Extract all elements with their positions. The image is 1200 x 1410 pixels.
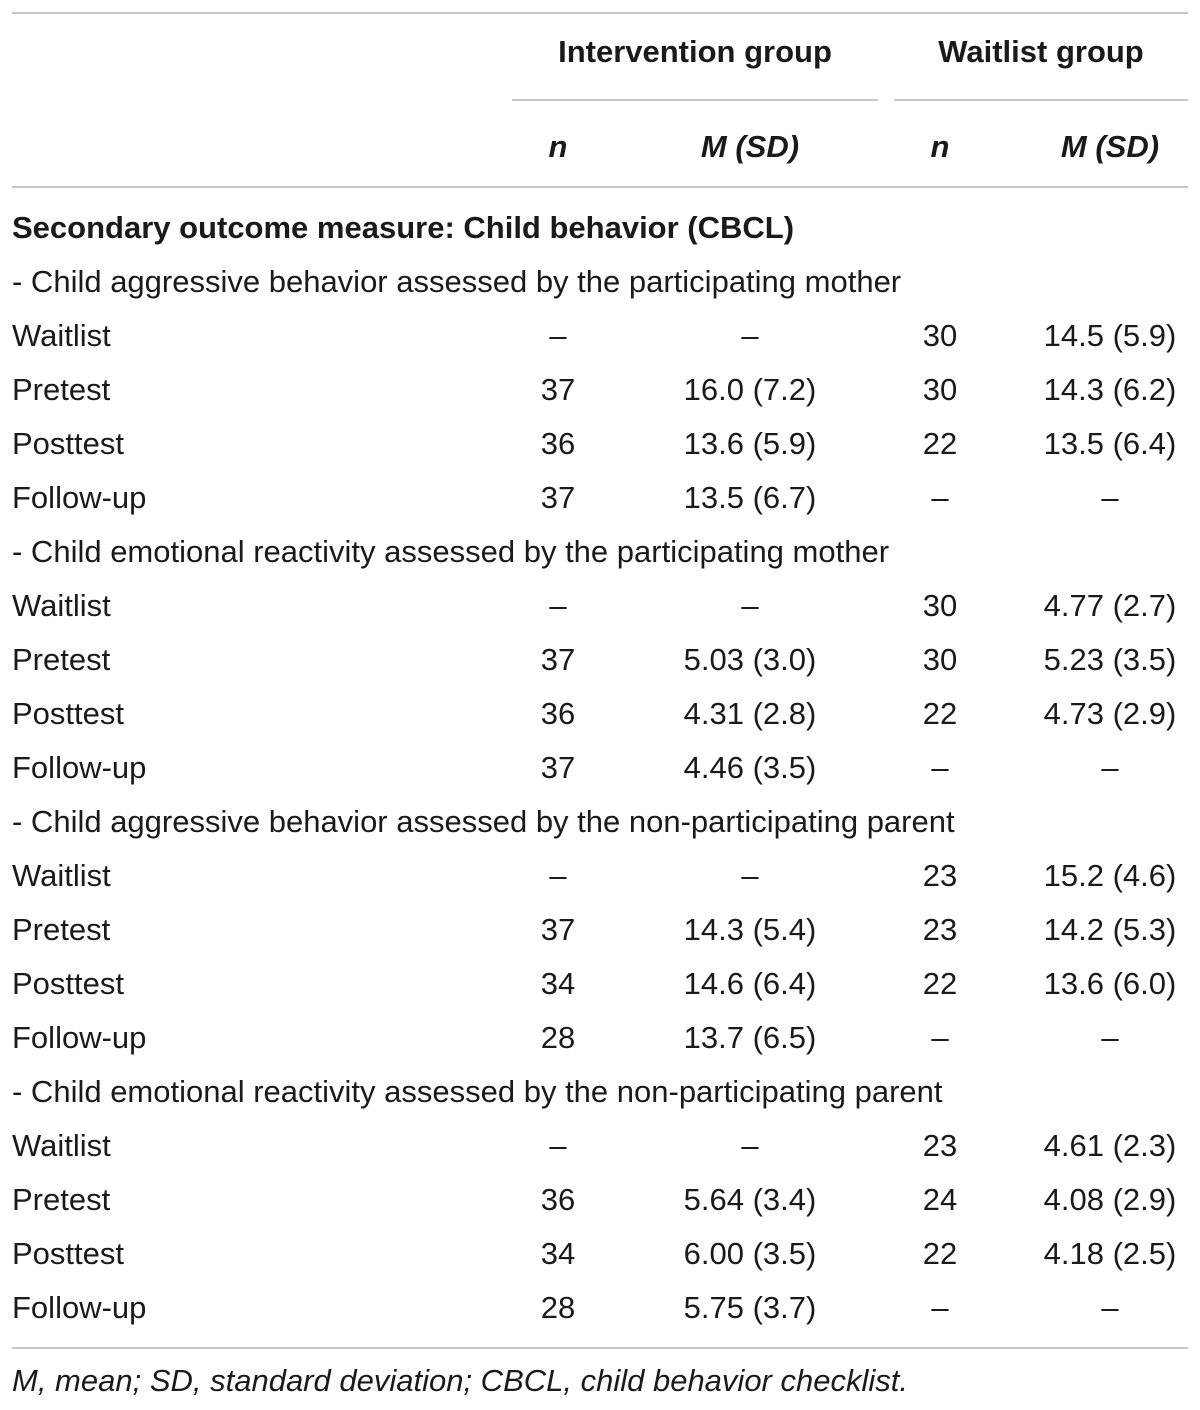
cell-waitlist-msd: 14.3 (6.2) xyxy=(1043,372,1177,407)
row-label: Waitlist xyxy=(12,318,111,353)
top-rule xyxy=(12,12,1188,14)
cell-waitlist-msd: 14.2 (5.3) xyxy=(1043,912,1177,947)
cell-intervention-msd: 4.31 (2.8) xyxy=(683,696,817,731)
cell-intervention-n: 34 xyxy=(540,1236,576,1271)
cell-intervention-msd: 4.46 (3.5) xyxy=(683,750,817,785)
cell-intervention-msd: 14.3 (5.4) xyxy=(683,912,817,947)
cell-waitlist-n: 30 xyxy=(922,588,958,623)
section-title: Secondary outcome measure: Child behavior (CBCL) xyxy=(12,210,795,245)
waitlist-group-underline xyxy=(894,99,1188,101)
waitlist-group-header: Waitlist group xyxy=(938,34,1144,69)
row-label: Follow-up xyxy=(12,1290,147,1325)
row-label: Pretest xyxy=(12,372,111,407)
cell-waitlist-n: 30 xyxy=(922,318,958,353)
cell-intervention-n: – xyxy=(549,858,567,893)
col-header-intervention-msd: M (SD) xyxy=(700,129,800,164)
cell-waitlist-n: 23 xyxy=(922,1128,958,1163)
row-label: Posttest xyxy=(12,966,124,1001)
row-label: Waitlist xyxy=(12,1128,111,1163)
cell-intervention-n: 36 xyxy=(540,426,576,461)
cell-waitlist-n: – xyxy=(931,1290,949,1325)
cell-intervention-msd: – xyxy=(741,858,759,893)
cell-intervention-msd: 5.64 (3.4) xyxy=(683,1182,817,1217)
cell-waitlist-msd: – xyxy=(1101,750,1119,785)
subsection-title: - Child emotional reactivity assessed by the non-participating parent xyxy=(12,1074,943,1109)
row-label: Follow-up xyxy=(12,480,147,515)
cell-intervention-msd: 13.6 (5.9) xyxy=(683,426,817,461)
cell-waitlist-msd: – xyxy=(1101,1290,1119,1325)
col-header-waitlist-msd: M (SD) xyxy=(1060,129,1160,164)
cell-waitlist-n: 23 xyxy=(922,912,958,947)
row-label: Waitlist xyxy=(12,588,111,623)
cell-waitlist-msd: 5.23 (3.5) xyxy=(1043,642,1177,677)
cell-intervention-msd: 13.7 (6.5) xyxy=(683,1020,817,1055)
cell-waitlist-n: 22 xyxy=(922,426,958,461)
cell-waitlist-n: 30 xyxy=(922,372,958,407)
cell-intervention-msd: 16.0 (7.2) xyxy=(683,372,817,407)
cell-waitlist-n: 23 xyxy=(922,858,958,893)
cell-intervention-n: 34 xyxy=(540,966,576,1001)
intervention-group-underline xyxy=(512,99,878,101)
row-label: Pretest xyxy=(12,912,111,947)
cell-intervention-n: 37 xyxy=(540,480,576,515)
cell-intervention-n: 37 xyxy=(540,372,576,407)
row-label: Follow-up xyxy=(12,750,147,785)
cell-waitlist-msd: 4.77 (2.7) xyxy=(1043,588,1177,623)
row-label: Posttest xyxy=(12,696,124,731)
cell-waitlist-msd: 15.2 (4.6) xyxy=(1043,858,1177,893)
cell-waitlist-n: 22 xyxy=(922,966,958,1001)
row-label: Pretest xyxy=(12,1182,111,1217)
cell-intervention-msd: 6.00 (3.5) xyxy=(683,1236,817,1271)
cell-intervention-n: 28 xyxy=(540,1290,576,1325)
cell-intervention-msd: 5.75 (3.7) xyxy=(683,1290,817,1325)
cell-waitlist-msd: – xyxy=(1101,480,1119,515)
cell-intervention-n: – xyxy=(549,318,567,353)
cell-waitlist-msd: 13.6 (6.0) xyxy=(1043,966,1177,1001)
cell-waitlist-msd: 4.18 (2.5) xyxy=(1043,1236,1177,1271)
col-header-intervention-n: n xyxy=(548,129,568,164)
subsection-title: - Child aggressive behavior assessed by the non-participating parent xyxy=(12,804,955,839)
table-bottom-rule xyxy=(12,1347,1188,1349)
table-footnote: M, mean; SD, standard deviation; CBCL, child behavior checklist. xyxy=(12,1363,908,1398)
cell-waitlist-n: 22 xyxy=(922,696,958,731)
cell-intervention-msd: 5.03 (3.0) xyxy=(683,642,817,677)
cell-intervention-n: – xyxy=(549,1128,567,1163)
cell-waitlist-n: 22 xyxy=(922,1236,958,1271)
cell-intervention-n: 28 xyxy=(540,1020,576,1055)
cell-intervention-n: 36 xyxy=(540,1182,576,1217)
cell-waitlist-n: 30 xyxy=(922,642,958,677)
cell-intervention-n: 36 xyxy=(540,696,576,731)
cell-waitlist-msd: 4.61 (2.3) xyxy=(1043,1128,1177,1163)
cell-waitlist-msd: 4.08 (2.9) xyxy=(1043,1182,1177,1217)
row-label: Posttest xyxy=(12,1236,124,1271)
cell-waitlist-msd: 13.5 (6.4) xyxy=(1043,426,1177,461)
cell-intervention-n: 37 xyxy=(540,912,576,947)
row-label: Waitlist xyxy=(12,858,111,893)
cell-intervention-n: 37 xyxy=(540,642,576,677)
cell-waitlist-n: – xyxy=(931,480,949,515)
col-header-waitlist-n: n xyxy=(930,129,950,164)
cell-intervention-msd: 13.5 (6.7) xyxy=(683,480,817,515)
cell-waitlist-msd: 4.73 (2.9) xyxy=(1043,696,1177,731)
cell-waitlist-n: – xyxy=(931,750,949,785)
cell-intervention-msd: 14.6 (6.4) xyxy=(683,966,817,1001)
cell-intervention-n: 37 xyxy=(540,750,576,785)
cell-waitlist-msd: – xyxy=(1101,1020,1119,1055)
cell-intervention-msd: – xyxy=(741,1128,759,1163)
subsection-title: - Child aggressive behavior assessed by the participating mother xyxy=(12,264,902,299)
cell-waitlist-n: – xyxy=(931,1020,949,1055)
cell-waitlist-n: 24 xyxy=(922,1182,958,1217)
cell-intervention-n: – xyxy=(549,588,567,623)
subsection-title: - Child emotional reactivity assessed by the participating mother xyxy=(12,534,890,569)
row-label: Posttest xyxy=(12,426,124,461)
intervention-group-header: Intervention group xyxy=(558,34,832,69)
cell-intervention-msd: – xyxy=(741,318,759,353)
row-label: Follow-up xyxy=(12,1020,147,1055)
row-label: Pretest xyxy=(12,642,111,677)
cell-intervention-msd: – xyxy=(741,588,759,623)
header-bottom-rule xyxy=(12,186,1188,188)
cell-waitlist-msd: 14.5 (5.9) xyxy=(1043,318,1177,353)
